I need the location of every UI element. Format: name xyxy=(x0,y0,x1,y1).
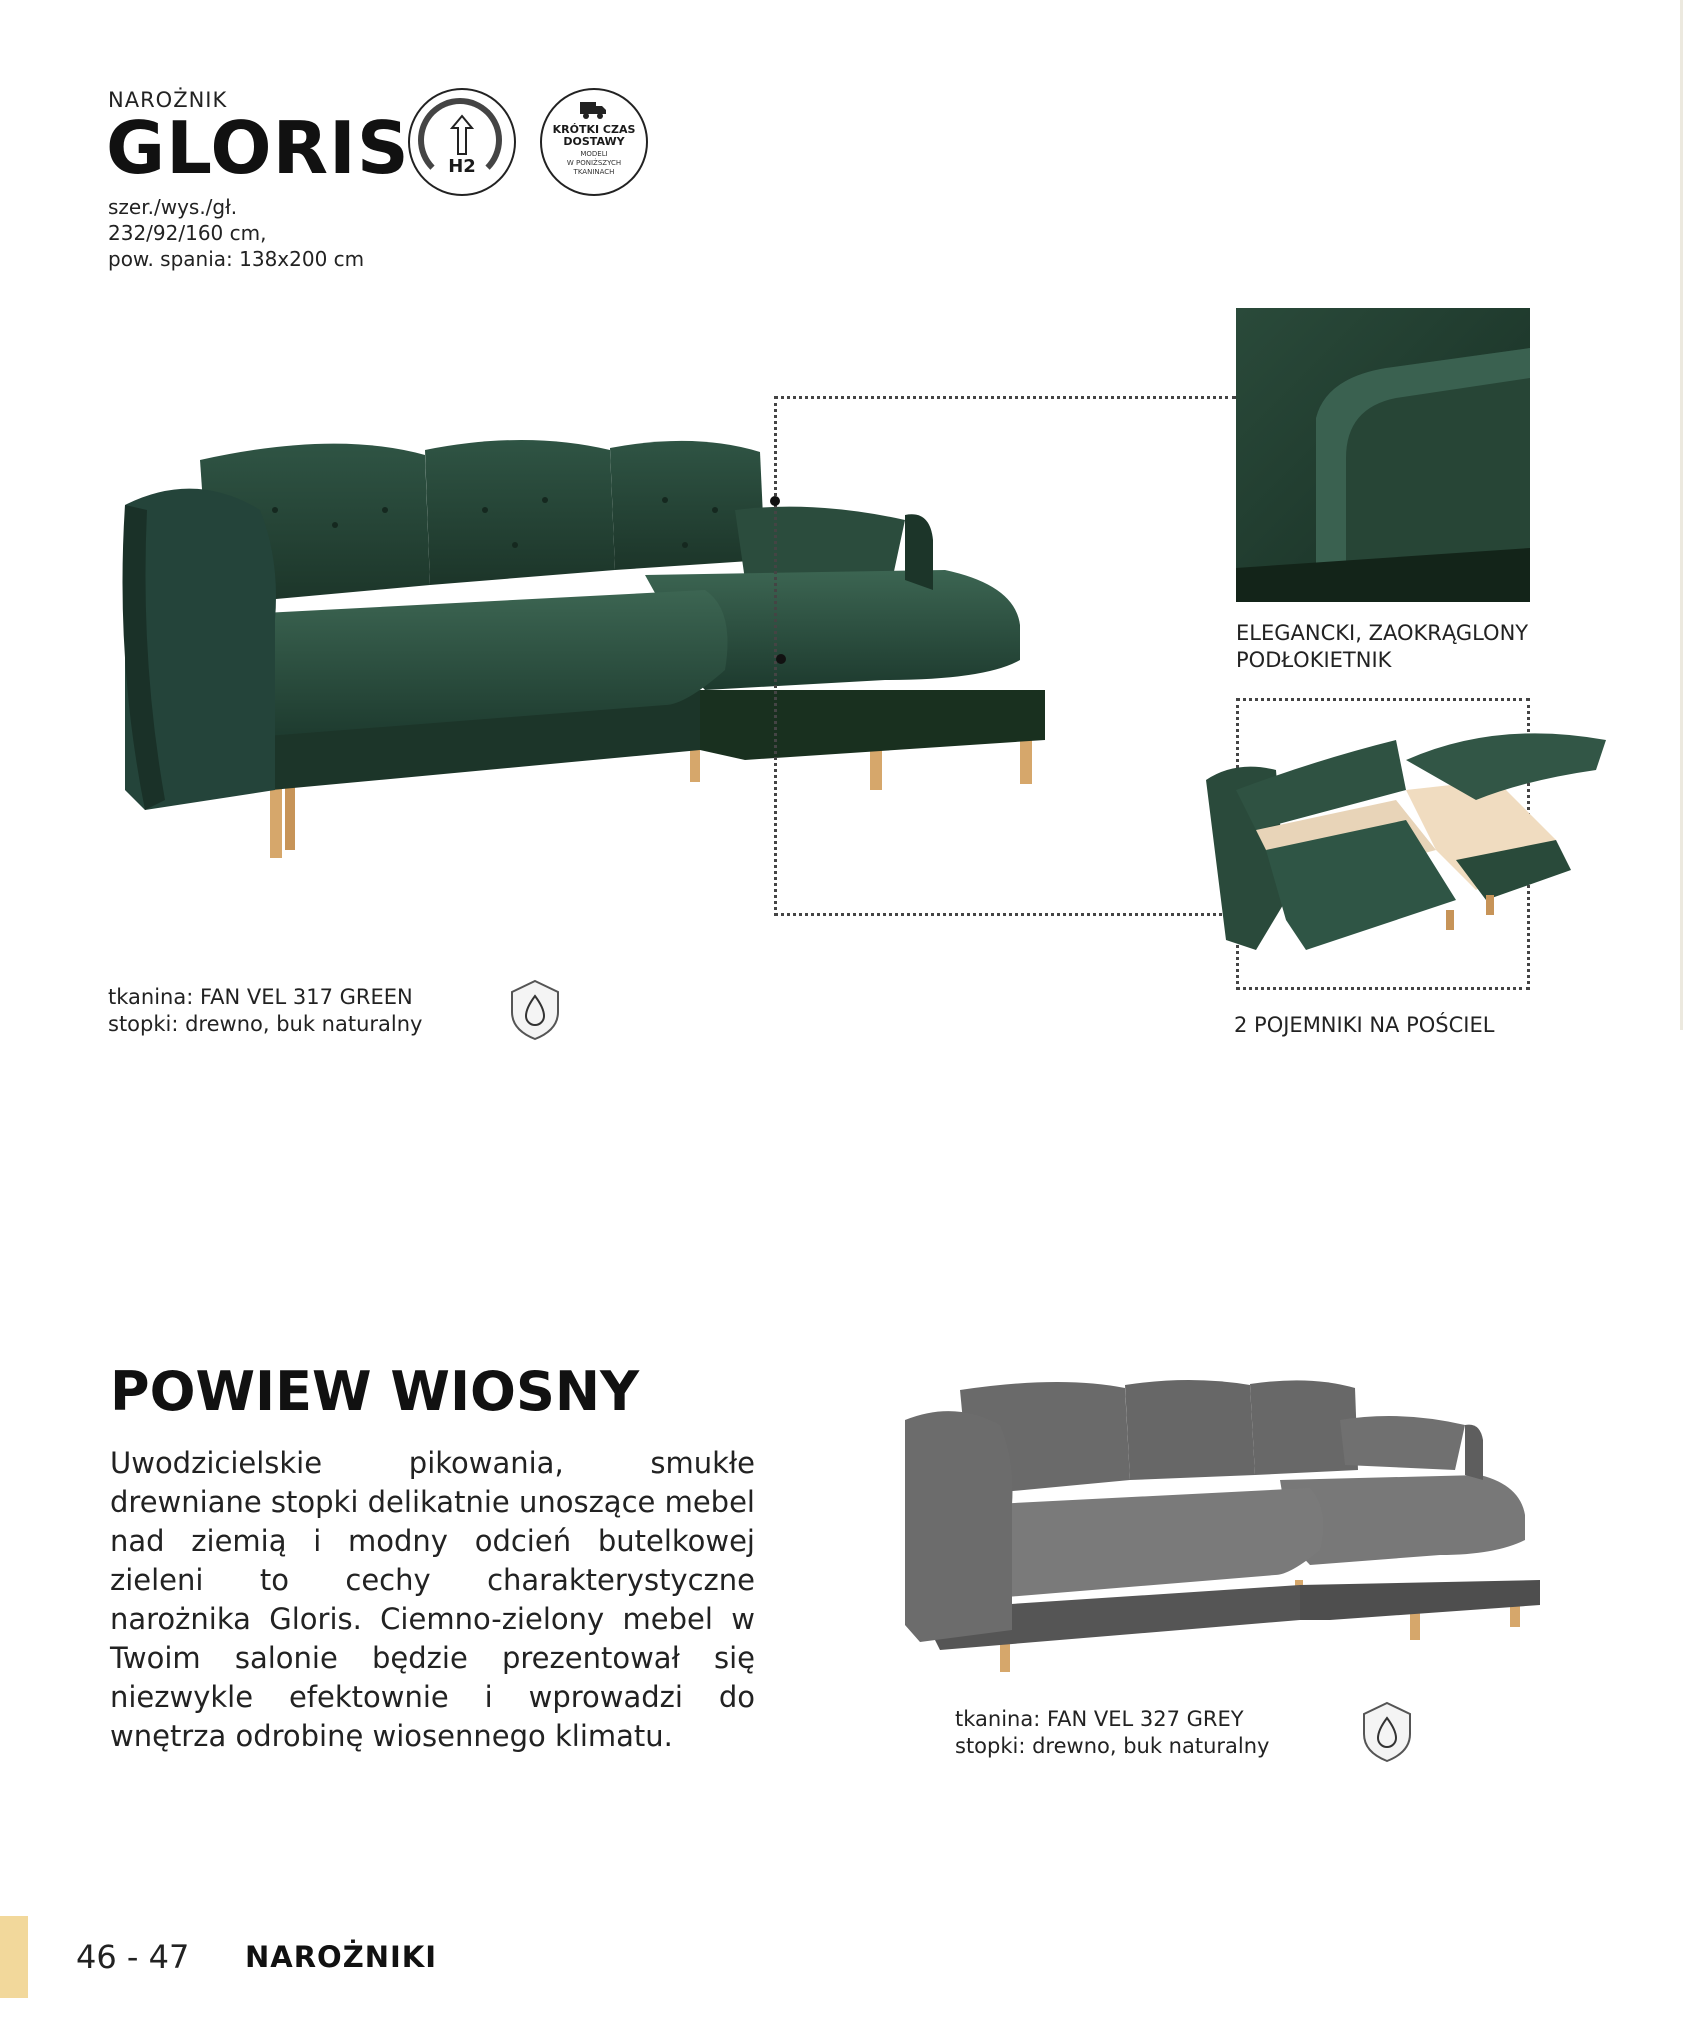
section-color-tab xyxy=(0,1916,28,1998)
callout-connector xyxy=(774,396,1236,916)
product-dimensions xyxy=(108,194,364,272)
callout-dot-armrest xyxy=(770,496,780,506)
fabric-label: tkanina: FAN VEL 327 GREY xyxy=(955,1707,1244,1731)
delivery-title: KRÓTKI CZAS DOSTAWY xyxy=(552,123,636,148)
variant-grey-specs xyxy=(955,1706,1269,1760)
dims-value: 232/92/160 cm, xyxy=(108,221,267,245)
page-numbers: 46 - 47 xyxy=(76,1938,190,1976)
fabric-label: tkanina: FAN VEL 317 GREEN xyxy=(108,985,413,1009)
storage-detail-photo xyxy=(1196,700,1606,980)
water-repellent-icon xyxy=(508,978,562,1042)
hardness-label: H2 xyxy=(448,156,476,177)
storage-caption: 2 POJEMNIKI NA POŚCIEL xyxy=(1234,1013,1495,1037)
hardness-badge xyxy=(408,88,516,196)
article-body: Uwodzicielskie pikowania, smukłe drewniane stopki delikatnie unoszące mebel nad ziemią i modny odcień butelkowej zieleni to cechy charakterystyczne narożnika Gloris. Ciemno-zielony mebel w Twoim salonie będzie prezentował się niezwykle efektownie i wprowadzi do wnętrza odrobinę wiosennego klimatu. xyxy=(110,1446,755,1753)
sofa-photo-grey xyxy=(880,1370,1560,1690)
callout-dot-storage xyxy=(776,654,786,664)
armrest-detail-photo xyxy=(1236,308,1530,602)
delivery-badge xyxy=(540,88,648,196)
legs-label: stopki: drewno, buk naturalny xyxy=(955,1734,1270,1758)
sleep-area: pow. spania: 138x200 cm xyxy=(108,247,365,271)
delivery-subtitle: MODELI W PONIŻSZYCH TKANINACH xyxy=(566,150,622,176)
truck-icon xyxy=(578,98,608,122)
product-name: GLORIS xyxy=(106,106,410,190)
product-category: NAROŻNIK xyxy=(108,88,228,112)
legs-label: stopki: drewno, buk naturalny xyxy=(108,1012,423,1036)
armrest-illustration xyxy=(1236,308,1530,602)
dims-label: szer./wys./gł. xyxy=(108,195,238,219)
arrow-up-icon xyxy=(450,114,474,156)
variant-green-specs xyxy=(108,984,422,1038)
armrest-caption: ELEGANCKI, ZAOKRĄGLONY PODŁOKIETNIK xyxy=(1236,621,1529,672)
section-title: NAROŻNIKI xyxy=(245,1940,438,1974)
water-repellent-icon xyxy=(1360,1700,1414,1764)
article-title: POWIEW WIOSNY xyxy=(110,1360,640,1423)
